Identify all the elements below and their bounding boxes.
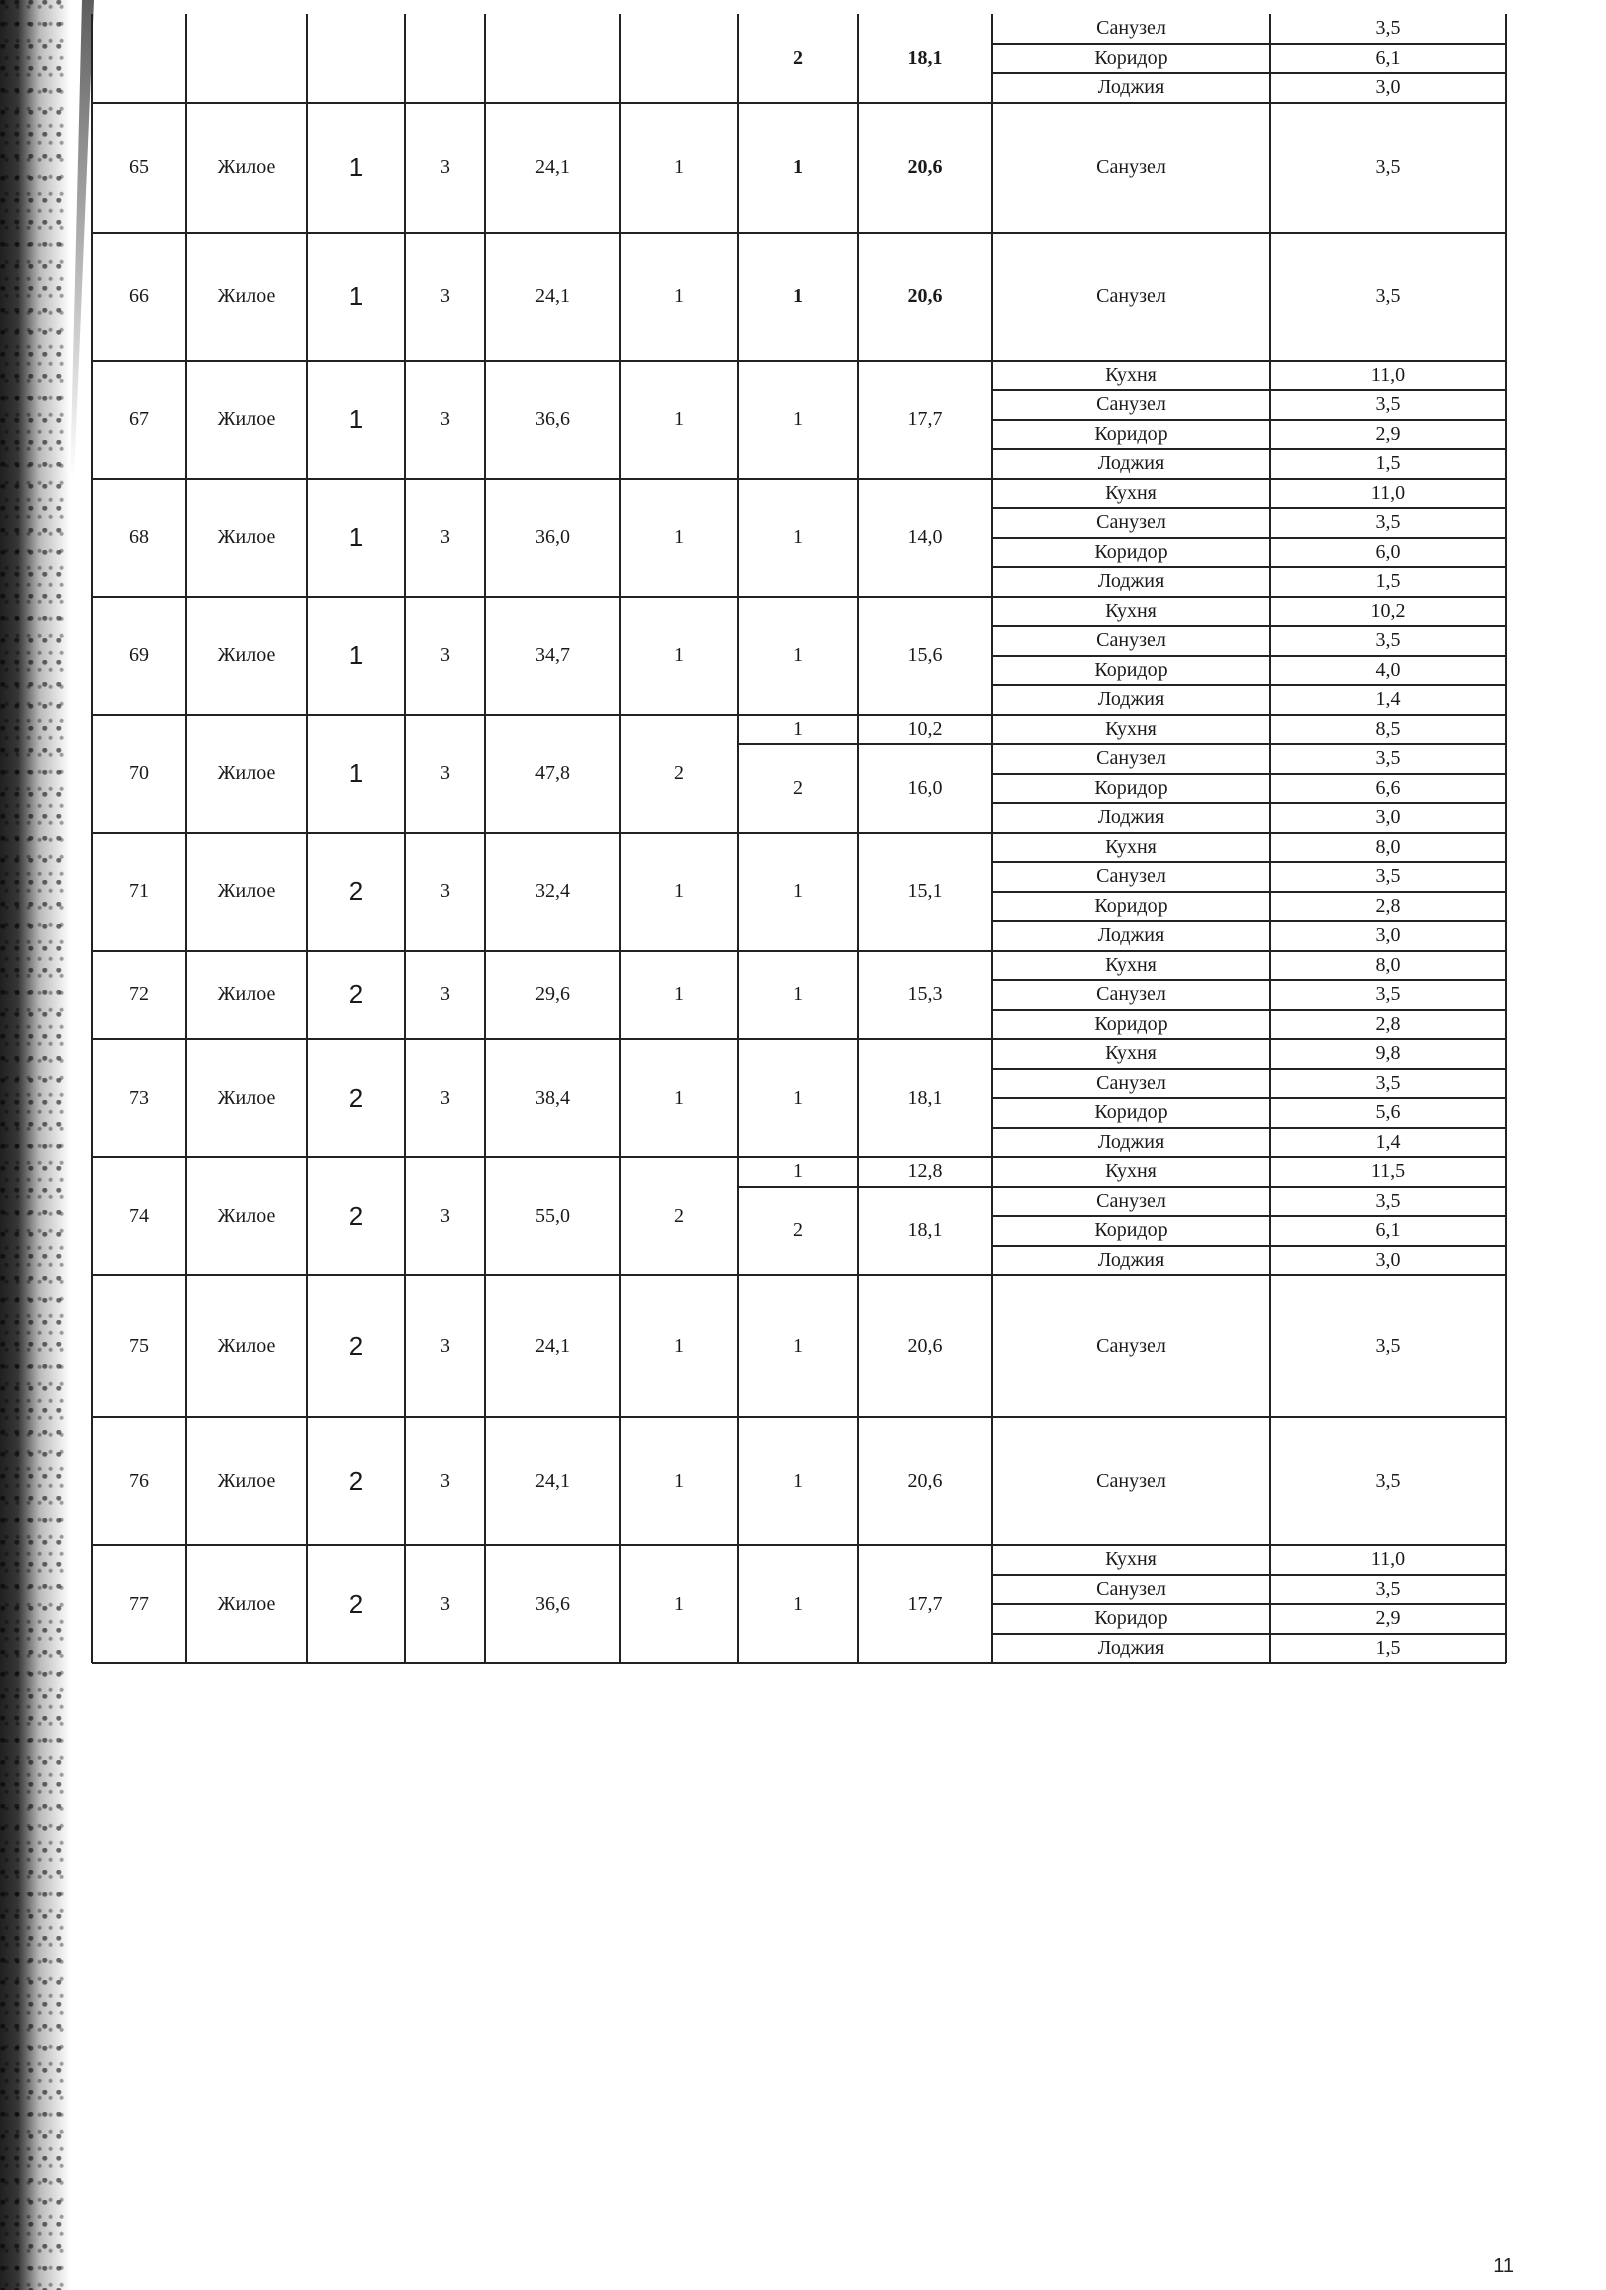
aux-room-area-cell: 1,5 [1375, 570, 1401, 593]
aux-room-area-cell: 3,5 [1375, 1469, 1401, 1492]
aux-room-area-cell: 3,5 [1375, 983, 1401, 1006]
section-number-cell [307, 14, 405, 103]
table-vertical-rule [857, 14, 859, 1663]
aux-room-area-cell: 3,0 [1375, 1248, 1401, 1271]
premises-type-cell: Жилое [217, 156, 276, 178]
aux-room-name-cell: Лоджия [1097, 1130, 1165, 1153]
floor-cell: 3 [440, 526, 450, 548]
aux-room-area-cell: 1,5 [1375, 452, 1401, 475]
living-room-area-cell: 17,7 [907, 1592, 943, 1615]
apartment-number-cell: 73 [129, 1086, 149, 1109]
aux-room-area-cell: 9,8 [1375, 1042, 1401, 1065]
aux-room-area-cell: 2,9 [1375, 1607, 1401, 1630]
living-room-area-cell: 10,2 [907, 717, 943, 740]
rooms-count-cell: 1 [674, 1086, 684, 1109]
aux-room-name-cell: Санузел [1096, 1189, 1166, 1212]
rooms-count-cell: 1 [674, 644, 684, 666]
premises-type-cell [186, 14, 307, 103]
apartment-number-cell: 72 [129, 983, 149, 1006]
premises-type-cell: Жилое [217, 880, 276, 902]
table-horizontal-rule [92, 1662, 1506, 1664]
aux-room-area-cell: 3,5 [1375, 17, 1401, 40]
table-horizontal-rule [992, 625, 1506, 627]
aux-room-area-cell: 8,5 [1375, 717, 1401, 740]
table-horizontal-rule [992, 537, 1506, 539]
section-number-cell: 1 [348, 758, 364, 788]
table-vertical-rule [91, 14, 93, 1663]
living-room-number-cell: 1 [793, 1160, 803, 1183]
total-area-cell: 55,0 [535, 1204, 570, 1227]
section-number-cell: 2 [348, 1082, 364, 1113]
aux-room-name-cell: Коридор [1094, 776, 1168, 799]
table-horizontal-rule [992, 802, 1506, 804]
table-horizontal-rule [992, 1633, 1506, 1635]
floor-cell: 3 [440, 1204, 450, 1227]
apartment-number-cell: 68 [129, 526, 149, 548]
living-room-number-cell: 1 [793, 983, 803, 1006]
apartment-number-cell [92, 14, 186, 103]
section-number-cell: 2 [348, 1588, 364, 1619]
aux-room-name-cell: Коридор [1094, 1607, 1168, 1630]
section-number-cell: 1 [348, 522, 364, 552]
aux-room-name-cell: Санузел [1096, 1071, 1166, 1094]
table-horizontal-rule [992, 979, 1506, 981]
table-horizontal-rule [992, 891, 1506, 893]
aux-room-name-cell: Кухня [1105, 1042, 1157, 1065]
premises-type-cell: Жилое [217, 644, 276, 666]
apartment-number-cell: 71 [129, 880, 149, 902]
aux-room-area-cell: 8,0 [1375, 953, 1401, 976]
section-number-cell: 2 [348, 979, 364, 1010]
living-room-number-cell: 2 [793, 46, 803, 69]
rooms-count-cell: 1 [674, 526, 684, 548]
table-vertical-rule [484, 14, 486, 1663]
aux-room-name-cell: Санузел [1096, 156, 1166, 178]
aux-room-area-cell: 11,0 [1370, 363, 1406, 386]
table-vertical-rule [185, 14, 187, 1663]
premises-type-cell: Жилое [217, 285, 276, 307]
apartment-number-cell: 74 [129, 1204, 149, 1227]
living-room-number-cell: 1 [793, 1086, 803, 1109]
living-room-number-cell: 1 [793, 644, 803, 666]
aux-room-area-cell: 3,0 [1375, 76, 1401, 99]
table-horizontal-rule [992, 419, 1506, 421]
floor-cell: 3 [440, 983, 450, 1006]
section-number-cell: 2 [348, 1465, 364, 1496]
apartment-number-cell: 76 [129, 1469, 149, 1492]
premises-type-cell: Жилое [217, 1204, 276, 1227]
table-horizontal-rule [992, 1127, 1506, 1129]
aux-room-name-cell: Санузел [1096, 747, 1166, 770]
table-horizontal-rule [992, 743, 1506, 745]
aux-room-name-cell: Коридор [1094, 540, 1168, 563]
aux-room-area-cell: 6,0 [1375, 540, 1401, 563]
living-room-area-cell: 14,0 [907, 526, 943, 548]
total-area-cell: 24,1 [535, 156, 570, 178]
aux-room-name-cell: Лоджия [1097, 570, 1165, 593]
rooms-count-cell: 1 [674, 1469, 684, 1492]
apartment-number-cell: 65 [129, 156, 149, 178]
premises-type-cell: Жилое [217, 1334, 276, 1357]
living-room-area-cell: 20,6 [907, 156, 943, 178]
rooms-count-cell [620, 14, 738, 103]
total-area-cell: 38,4 [535, 1086, 570, 1109]
table-horizontal-rule [992, 655, 1506, 657]
living-room-number-cell: 1 [793, 408, 803, 430]
section-number-cell: 2 [348, 876, 364, 906]
table-horizontal-rule [992, 861, 1506, 863]
living-room-area-cell: 20,6 [907, 1334, 943, 1357]
living-room-number-cell: 1 [793, 880, 803, 902]
table-horizontal-rule [992, 1574, 1506, 1576]
rooms-count-cell: 1 [674, 285, 684, 307]
living-room-number-cell: 1 [793, 156, 803, 178]
aux-room-area-cell: 3,5 [1375, 1189, 1401, 1212]
aux-room-name-cell: Лоджия [1097, 806, 1165, 829]
table-horizontal-rule [992, 1215, 1506, 1217]
aux-room-area-cell: 1,4 [1375, 688, 1401, 711]
aux-room-name-cell: Лоджия [1097, 76, 1165, 99]
aux-room-area-cell: 2,9 [1375, 422, 1401, 445]
aux-room-area-cell: 11,0 [1370, 481, 1406, 504]
total-area-cell: 24,1 [535, 285, 570, 307]
aux-room-area-cell: 6,1 [1375, 46, 1401, 69]
total-area-cell: 34,7 [535, 644, 570, 666]
aux-room-area-cell: 3,0 [1375, 806, 1401, 829]
table-horizontal-rule [992, 920, 1506, 922]
section-number-cell: 1 [348, 152, 364, 182]
living-room-area-cell: 20,6 [907, 1469, 943, 1492]
section-number-cell: 2 [348, 1200, 364, 1231]
floor-cell: 3 [440, 285, 450, 307]
living-room-number-cell: 1 [793, 285, 803, 307]
aux-room-name-cell: Коридор [1094, 1219, 1168, 1242]
total-area-cell: 36,6 [535, 408, 570, 430]
aux-room-area-cell: 3,5 [1375, 629, 1401, 652]
rooms-count-cell: 2 [674, 762, 684, 784]
aux-room-name-cell: Кухня [1105, 953, 1157, 976]
section-number-cell: 1 [348, 404, 364, 434]
total-area-cell: 36,6 [535, 1592, 570, 1615]
aux-room-area-cell: 6,6 [1375, 776, 1401, 799]
table-vertical-rule [991, 14, 993, 1663]
aux-room-area-cell: 3,5 [1375, 747, 1401, 770]
apartment-number-cell: 75 [129, 1334, 149, 1357]
aux-room-name-cell: Лоджия [1097, 452, 1165, 475]
aux-room-area-cell: 3,5 [1375, 1334, 1401, 1357]
table-horizontal-rule [992, 1245, 1506, 1247]
premises-type-cell: Жилое [217, 1592, 276, 1615]
table-vertical-rule [1269, 14, 1271, 1663]
aux-room-area-cell: 3,5 [1375, 511, 1401, 534]
table-horizontal-rule [992, 684, 1506, 686]
aux-room-name-cell: Лоджия [1097, 688, 1165, 711]
total-area-cell: 29,6 [535, 983, 570, 1006]
living-room-number-cell: 1 [793, 717, 803, 740]
apartment-number-cell: 70 [129, 762, 149, 784]
premises-type-cell: Жилое [217, 1469, 276, 1492]
living-room-area-cell: 17,7 [907, 408, 943, 430]
living-room-number-cell: 1 [793, 526, 803, 548]
total-area-cell: 32,4 [535, 880, 570, 902]
premises-type-cell: Жилое [217, 983, 276, 1006]
living-room-area-cell: 18,1 [907, 1219, 943, 1242]
aux-room-area-cell: 11,5 [1370, 1160, 1406, 1183]
table-horizontal-rule [992, 1068, 1506, 1070]
total-area-cell: 24,1 [535, 1334, 570, 1357]
aux-room-area-cell: 3,5 [1375, 1071, 1401, 1094]
rooms-count-cell: 2 [674, 1204, 684, 1227]
table-horizontal-rule [992, 566, 1506, 568]
floor-cell: 3 [440, 156, 450, 178]
rooms-count-cell: 1 [674, 983, 684, 1006]
table-horizontal-rule [992, 1009, 1506, 1011]
aux-room-area-cell: 1,5 [1375, 1636, 1401, 1659]
aux-room-name-cell: Коридор [1094, 894, 1168, 917]
aux-room-name-cell: Кухня [1105, 599, 1157, 622]
aux-room-area-cell: 3,0 [1375, 924, 1401, 947]
floor-cell: 3 [440, 1469, 450, 1492]
aux-room-area-cell: 2,8 [1375, 1012, 1401, 1035]
table-horizontal-rule [992, 448, 1506, 450]
aux-room-name-cell: Кухня [1105, 1160, 1157, 1183]
aux-room-name-cell: Коридор [1094, 658, 1168, 681]
section-number-cell: 2 [348, 1330, 364, 1361]
section-number-cell: 1 [348, 640, 364, 670]
living-room-area-cell: 18,1 [907, 1086, 943, 1109]
table-horizontal-rule [992, 43, 1506, 45]
living-room-number-cell: 2 [793, 776, 803, 799]
aux-room-name-cell: Санузел [1096, 629, 1166, 652]
aux-room-area-cell: 1,4 [1375, 1130, 1401, 1153]
section-number-cell: 1 [348, 281, 364, 311]
total-area-cell: 24,1 [535, 1469, 570, 1492]
premises-type-cell: Жилое [217, 526, 276, 548]
aux-room-name-cell: Санузел [1096, 17, 1166, 40]
aux-room-name-cell: Лоджия [1097, 1248, 1165, 1271]
living-room-number-cell: 2 [793, 1219, 803, 1242]
aux-room-area-cell: 4,0 [1375, 658, 1401, 681]
aux-room-area-cell: 3,5 [1375, 393, 1401, 416]
rooms-count-cell: 1 [674, 1334, 684, 1357]
aux-room-area-cell: 3,5 [1375, 285, 1401, 307]
floor-cell: 3 [440, 762, 450, 784]
table-horizontal-rule [992, 773, 1506, 775]
floor-cell: 3 [440, 644, 450, 666]
aux-room-name-cell: Санузел [1096, 865, 1166, 888]
living-room-number-cell: 1 [793, 1592, 803, 1615]
living-room-area-cell: 18,1 [907, 46, 943, 69]
rooms-count-cell: 1 [674, 1592, 684, 1615]
aux-room-name-cell: Санузел [1096, 393, 1166, 416]
page-number: 11 [1493, 2255, 1514, 2277]
rooms-count-cell: 1 [674, 408, 684, 430]
floor-cell: 3 [440, 1334, 450, 1357]
table-vertical-rule [737, 14, 739, 1663]
living-room-area-cell: 15,6 [907, 644, 943, 666]
aux-room-name-cell: Лоджия [1097, 924, 1165, 947]
aux-room-area-cell: 3,5 [1375, 1577, 1401, 1600]
living-room-area-cell: 15,1 [907, 880, 943, 902]
table-vertical-rule [1505, 14, 1507, 1663]
living-room-number-cell: 1 [793, 1334, 803, 1357]
aux-room-name-cell: Санузел [1096, 1469, 1166, 1492]
aux-room-area-cell: 3,5 [1375, 865, 1401, 888]
living-room-area-cell: 12,8 [907, 1160, 943, 1183]
aux-room-name-cell: Кухня [1105, 717, 1157, 740]
table-horizontal-rule [992, 389, 1506, 391]
aux-room-name-cell: Коридор [1094, 422, 1168, 445]
aux-room-name-cell: Санузел [1096, 983, 1166, 1006]
rooms-count-cell: 1 [674, 156, 684, 178]
table-vertical-rule [306, 14, 308, 1663]
living-room-number-cell: 1 [793, 1469, 803, 1492]
aux-room-area-cell: 3,5 [1375, 156, 1401, 178]
premises-type-cell: Жилое [217, 408, 276, 430]
table-horizontal-rule [992, 1097, 1506, 1099]
apartment-number-cell: 77 [129, 1592, 149, 1615]
aux-room-name-cell: Кухня [1105, 1548, 1157, 1571]
apartment-number-cell: 66 [129, 285, 149, 307]
aux-room-name-cell: Кухня [1105, 481, 1157, 504]
table-vertical-rule [404, 14, 406, 1663]
total-area-cell [485, 14, 620, 103]
floor-cell [405, 14, 485, 103]
floor-cell: 3 [440, 1086, 450, 1109]
floor-cell: 3 [440, 880, 450, 902]
aux-room-name-cell: Санузел [1096, 1577, 1166, 1600]
table-vertical-rule [619, 14, 621, 1663]
aux-room-name-cell: Лоджия [1097, 1636, 1165, 1659]
aux-room-area-cell: 2,8 [1375, 894, 1401, 917]
rooms-count-cell: 1 [674, 880, 684, 902]
premises-type-cell: Жилое [217, 1086, 276, 1109]
apartment-number-cell: 67 [129, 408, 149, 430]
aux-room-area-cell: 6,1 [1375, 1219, 1401, 1242]
aux-room-name-cell: Кухня [1105, 835, 1157, 858]
floor-cell: 3 [440, 408, 450, 430]
premises-type-cell: Жилое [217, 762, 276, 784]
aux-room-name-cell: Санузел [1096, 1334, 1166, 1357]
aux-room-name-cell: Коридор [1094, 1101, 1168, 1124]
apartment-number-cell: 69 [129, 644, 149, 666]
aux-room-area-cell: 10,2 [1370, 599, 1406, 622]
total-area-cell: 47,8 [535, 762, 570, 784]
aux-room-name-cell: Санузел [1096, 285, 1166, 307]
aux-room-name-cell: Коридор [1094, 1012, 1168, 1035]
floor-cell: 3 [440, 1592, 450, 1615]
aux-room-name-cell: Санузел [1096, 511, 1166, 534]
living-room-area-cell: 20,6 [907, 285, 943, 307]
aux-room-name-cell: Кухня [1105, 363, 1157, 386]
table-horizontal-rule [992, 507, 1506, 509]
aux-room-area-cell: 8,0 [1375, 835, 1401, 858]
table-horizontal-rule [992, 72, 1506, 74]
table-horizontal-rule [992, 1603, 1506, 1605]
aux-room-area-cell: 5,6 [1375, 1101, 1401, 1124]
aux-room-area-cell: 11,0 [1370, 1548, 1406, 1571]
total-area-cell: 36,0 [535, 526, 570, 548]
table-horizontal-rule [992, 1186, 1506, 1188]
living-room-area-cell: 15,3 [907, 983, 943, 1006]
living-room-area-cell: 16,0 [907, 776, 943, 799]
aux-room-name-cell: Коридор [1094, 46, 1168, 69]
